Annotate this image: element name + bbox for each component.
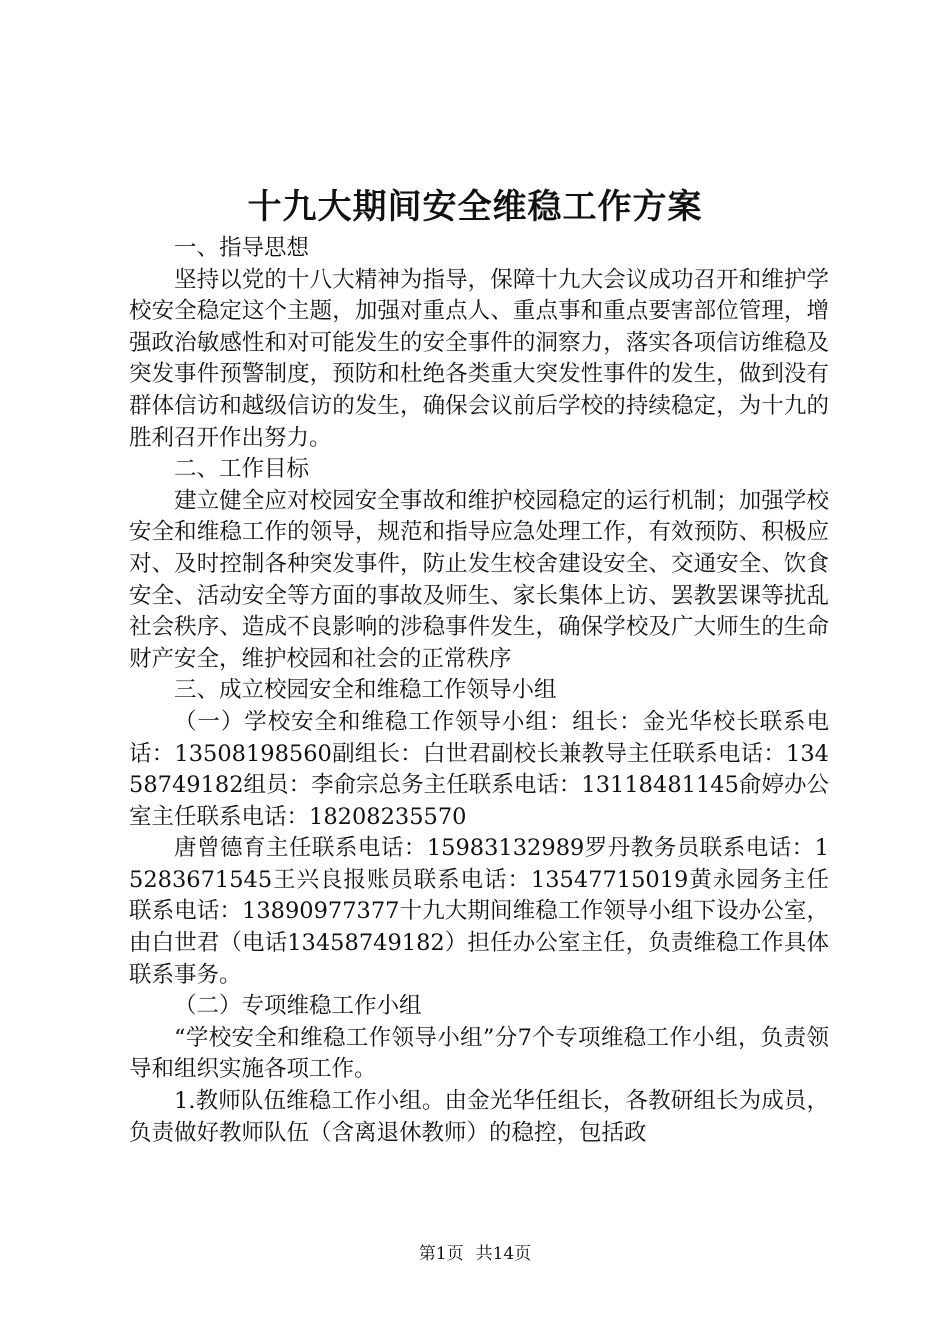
page-number: 第1页 <box>418 1244 464 1264</box>
document-title: 十九大期间安全维稳工作方案 <box>247 187 703 227</box>
paragraph-leadership-contacts: 唐曾德育主任联系电话：15983132989罗丹教务员联系电话：15283671545王兴良报账员联系电话：13547715019黄永园务主任联系电话：13890977377十九大期间维稳工作领导小组下设办公室，由白世君（电话13458749182）担任办公室主任，负责维稳工作具体联系事务。 <box>129 835 829 988</box>
section-heading-guiding-ideology: 一、指导思想 <box>174 235 310 261</box>
paragraph-leadership-members: （一）学校安全和维稳工作领导小组：组长：金光华校长联系电话：13508198560副组长：白世君副校长兼教导主任联系电话：13458749182组员：李俞宗总务主任联系电话：13118481145俞婷办公室主任联系电话：18208235570 <box>129 708 829 830</box>
section-heading-work-goals: 二、工作目标 <box>174 456 310 483</box>
section-heading-special-groups: （二）专项维稳工作小组 <box>174 993 422 1020</box>
paragraph-work-goals: 建立健全应对校园安全事故和维护校园稳定的运行机制；加强学校安全和维稳工作的领导，规范和指导应急处理工作，有效预防、积极应对、及时控制各种突发事件，防止发生校舍建设安全、交通安全、饮食安全、活动安全等方面的事故及师生、家长集体上访、罢教罢课等扰乱社会秩序、造成不良影响的涉稳事件发生，确保学校及广大师生的生命财产安全，维护校园和社会的正常秩序 <box>129 487 829 672</box>
page-total: 共14页 <box>475 1244 532 1264</box>
document-body <box>129 233 829 1149</box>
paragraph-guiding-ideology: 坚持以党的十八大精神为指导，保障十九大会议成功召开和维护学校安全稳定这个主题，加强对重点人、重点事和重点要害部位管理，增强政治敏感性和对可能发生的安全事件的洞察力，落实各项信访维稳及突发事件预警制度，预防和杜绝各类重大突发性事件的发生，做到没有群体信访和越级信访的发生，确保会议前后学校的持续稳定，为十九的胜利召开作出努力。 <box>129 266 829 451</box>
section-heading-leadership-group: 三、成立校园安全和维稳工作领导小组 <box>174 677 557 704</box>
page-footer <box>0 1243 950 1265</box>
paragraph-special-groups: “学校安全和维稳工作领导小组”分7个专项维稳工作小组，负责领导和组织实施各项工作。 <box>129 1024 829 1083</box>
paragraph-teacher-group: 1.教师队伍维稳工作小组。由金光华任组长，各教研组长为成员，负责做好教师队伍（含离退休教师）的稳控，包括政 <box>129 1088 829 1146</box>
